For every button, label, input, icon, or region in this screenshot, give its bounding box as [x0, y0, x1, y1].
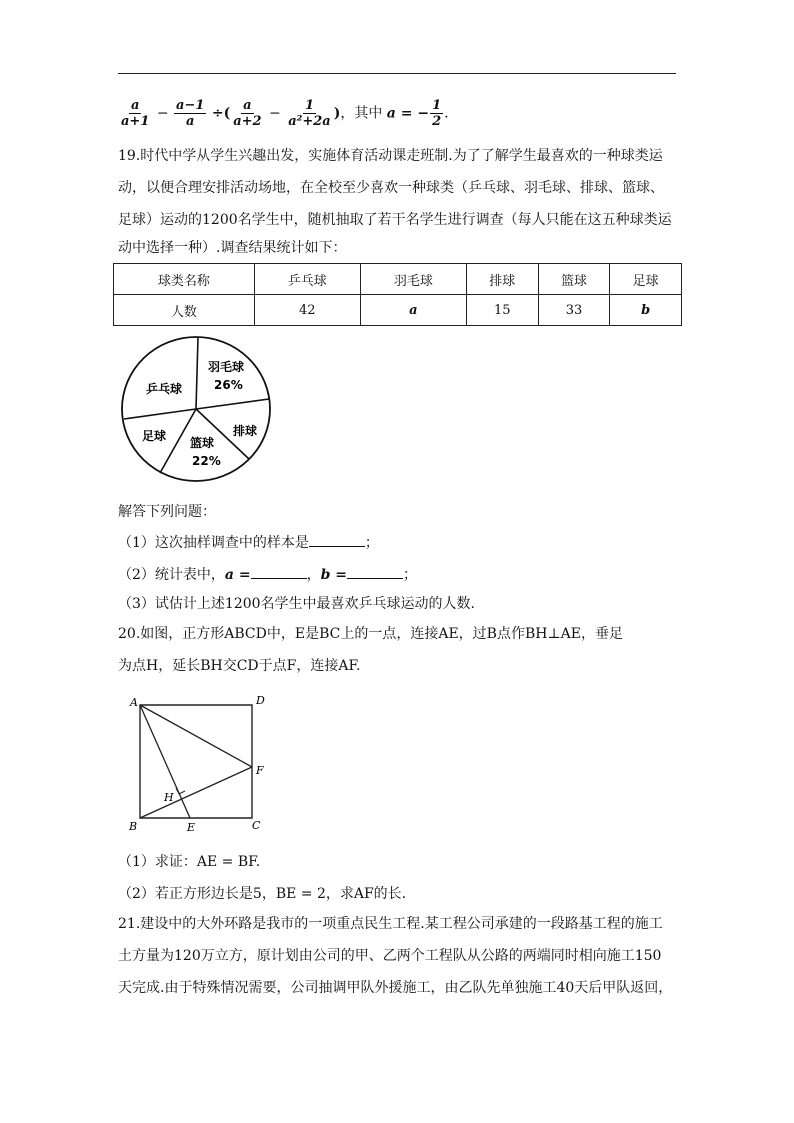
survey-table — [113, 263, 682, 326]
q19-line: 动，以便合理安排活动场地，在全校至少喜欢一种球类（乒乓球、羽毛球、排球、篮球、 — [118, 180, 664, 196]
table-cell: 人数 — [114, 295, 255, 326]
table-header: 乒乓球 — [254, 264, 360, 295]
fraction: $\frac{1}{\text{a²+2a}}$ — [288, 98, 331, 129]
segment-af — [140, 705, 252, 767]
square-abcd — [140, 705, 252, 818]
table-header: 排球 — [466, 264, 538, 295]
answer-blank — [309, 532, 365, 547]
formula-line: $\frac{a}{a+1}$ − $\frac{a-1}{a}$ ÷( $\frac{a}{a+2}$ − $\frac{1}{\text{a²+2a}}$ )，其中 a = − $\frac{1}{2}$ . — [121, 98, 449, 129]
pie-chart — [120, 333, 275, 485]
pie-label: 羽毛球 — [208, 360, 245, 374]
q21-line: 21.建设中的大外环路是我市的一项重点民生工程.某工程公司承建的一段路基工程的施工 — [118, 916, 663, 932]
q19-line: 足球）运动的1200名学生中，随机抽取了若干名学生进行调查（每人只能在这五种球类运 — [118, 212, 672, 228]
q19-prompt: 解答下列问题： — [118, 504, 216, 520]
q21-line: 土方量为120万立方，原计划由公司的甲、乙两个工程队从公路的两端同时相向施工150 — [118, 948, 662, 964]
table-header: 足球 — [610, 264, 682, 295]
q19-part1: （1）这次抽样调查中的样本是 ； — [118, 532, 379, 553]
table-header: 羽毛球 — [360, 264, 466, 295]
answer-blank — [251, 564, 307, 579]
table-cell: 33 — [538, 295, 610, 326]
fraction: $\frac{a}{a+2}$ — [233, 98, 262, 129]
pie-divider — [124, 409, 196, 419]
q20-sub1: （1）求证：AE = BF. — [118, 854, 261, 870]
pie-divider — [196, 399, 269, 409]
q19-line: 19.时代中学从学生兴趣出发，实施体育活动课走班制.为了了解学生最喜欢的一种球类运 — [118, 148, 663, 164]
table-row — [114, 295, 682, 326]
pie-label: 22% — [192, 454, 221, 468]
table-header: 球类名称 — [114, 264, 255, 295]
pie-label: 排球 — [233, 424, 258, 438]
point-label: C — [252, 819, 261, 832]
fraction: $\frac{a-1}{a}$ — [176, 98, 205, 129]
q20-line: 20.如图，正方形ABCD中，E是BC上的一点，连接AE，过B点作BH⊥AE，垂足 — [118, 626, 623, 642]
point-label: A — [130, 696, 138, 709]
table-cell: 42 — [254, 295, 360, 326]
q20-sub2: （2）若正方形边长是5，BE = 2，求AF的长. — [118, 886, 407, 902]
q19-part3: （3）试估计上述1200名学生中最喜欢乒乓球运动的人数. — [118, 596, 475, 612]
point-label: F — [256, 764, 264, 777]
point-label: D — [256, 694, 265, 707]
table-header: 篮球 — [538, 264, 610, 295]
table-cell: a — [360, 295, 466, 326]
q20-line: 为点H，延长BH交CD于点F，连接AF. — [118, 658, 361, 674]
pie-label: 篮球 — [190, 436, 215, 450]
q19-line: 动中选择一种）.调查结果统计如下： — [118, 240, 347, 256]
table-cell: 15 — [466, 295, 538, 326]
pie-divider — [196, 337, 198, 409]
pie-label: 乒乓球 — [146, 382, 183, 396]
q19-part2: （2）统计表中，a = ，b = ； — [118, 564, 417, 585]
table-row — [114, 264, 682, 295]
point-label: B — [129, 820, 138, 833]
q21-line: 天完成.由于特殊情况需要，公司抽调甲队外援施工，由乙队先单独施工40天后甲队返回， — [118, 980, 673, 996]
fraction: $\frac{1}{2}$ — [432, 98, 442, 129]
answer-blank — [347, 564, 403, 579]
fraction: $\frac{a}{a+1}$ — [121, 98, 150, 129]
segment-bf — [140, 767, 252, 818]
header-rule — [118, 73, 676, 74]
pie-label: 足球 — [142, 429, 167, 443]
pie-label: 26% — [214, 378, 243, 392]
point-label: E — [187, 821, 196, 834]
table-cell: b — [610, 295, 682, 326]
point-label: H — [164, 791, 174, 804]
square-figure — [124, 694, 274, 836]
